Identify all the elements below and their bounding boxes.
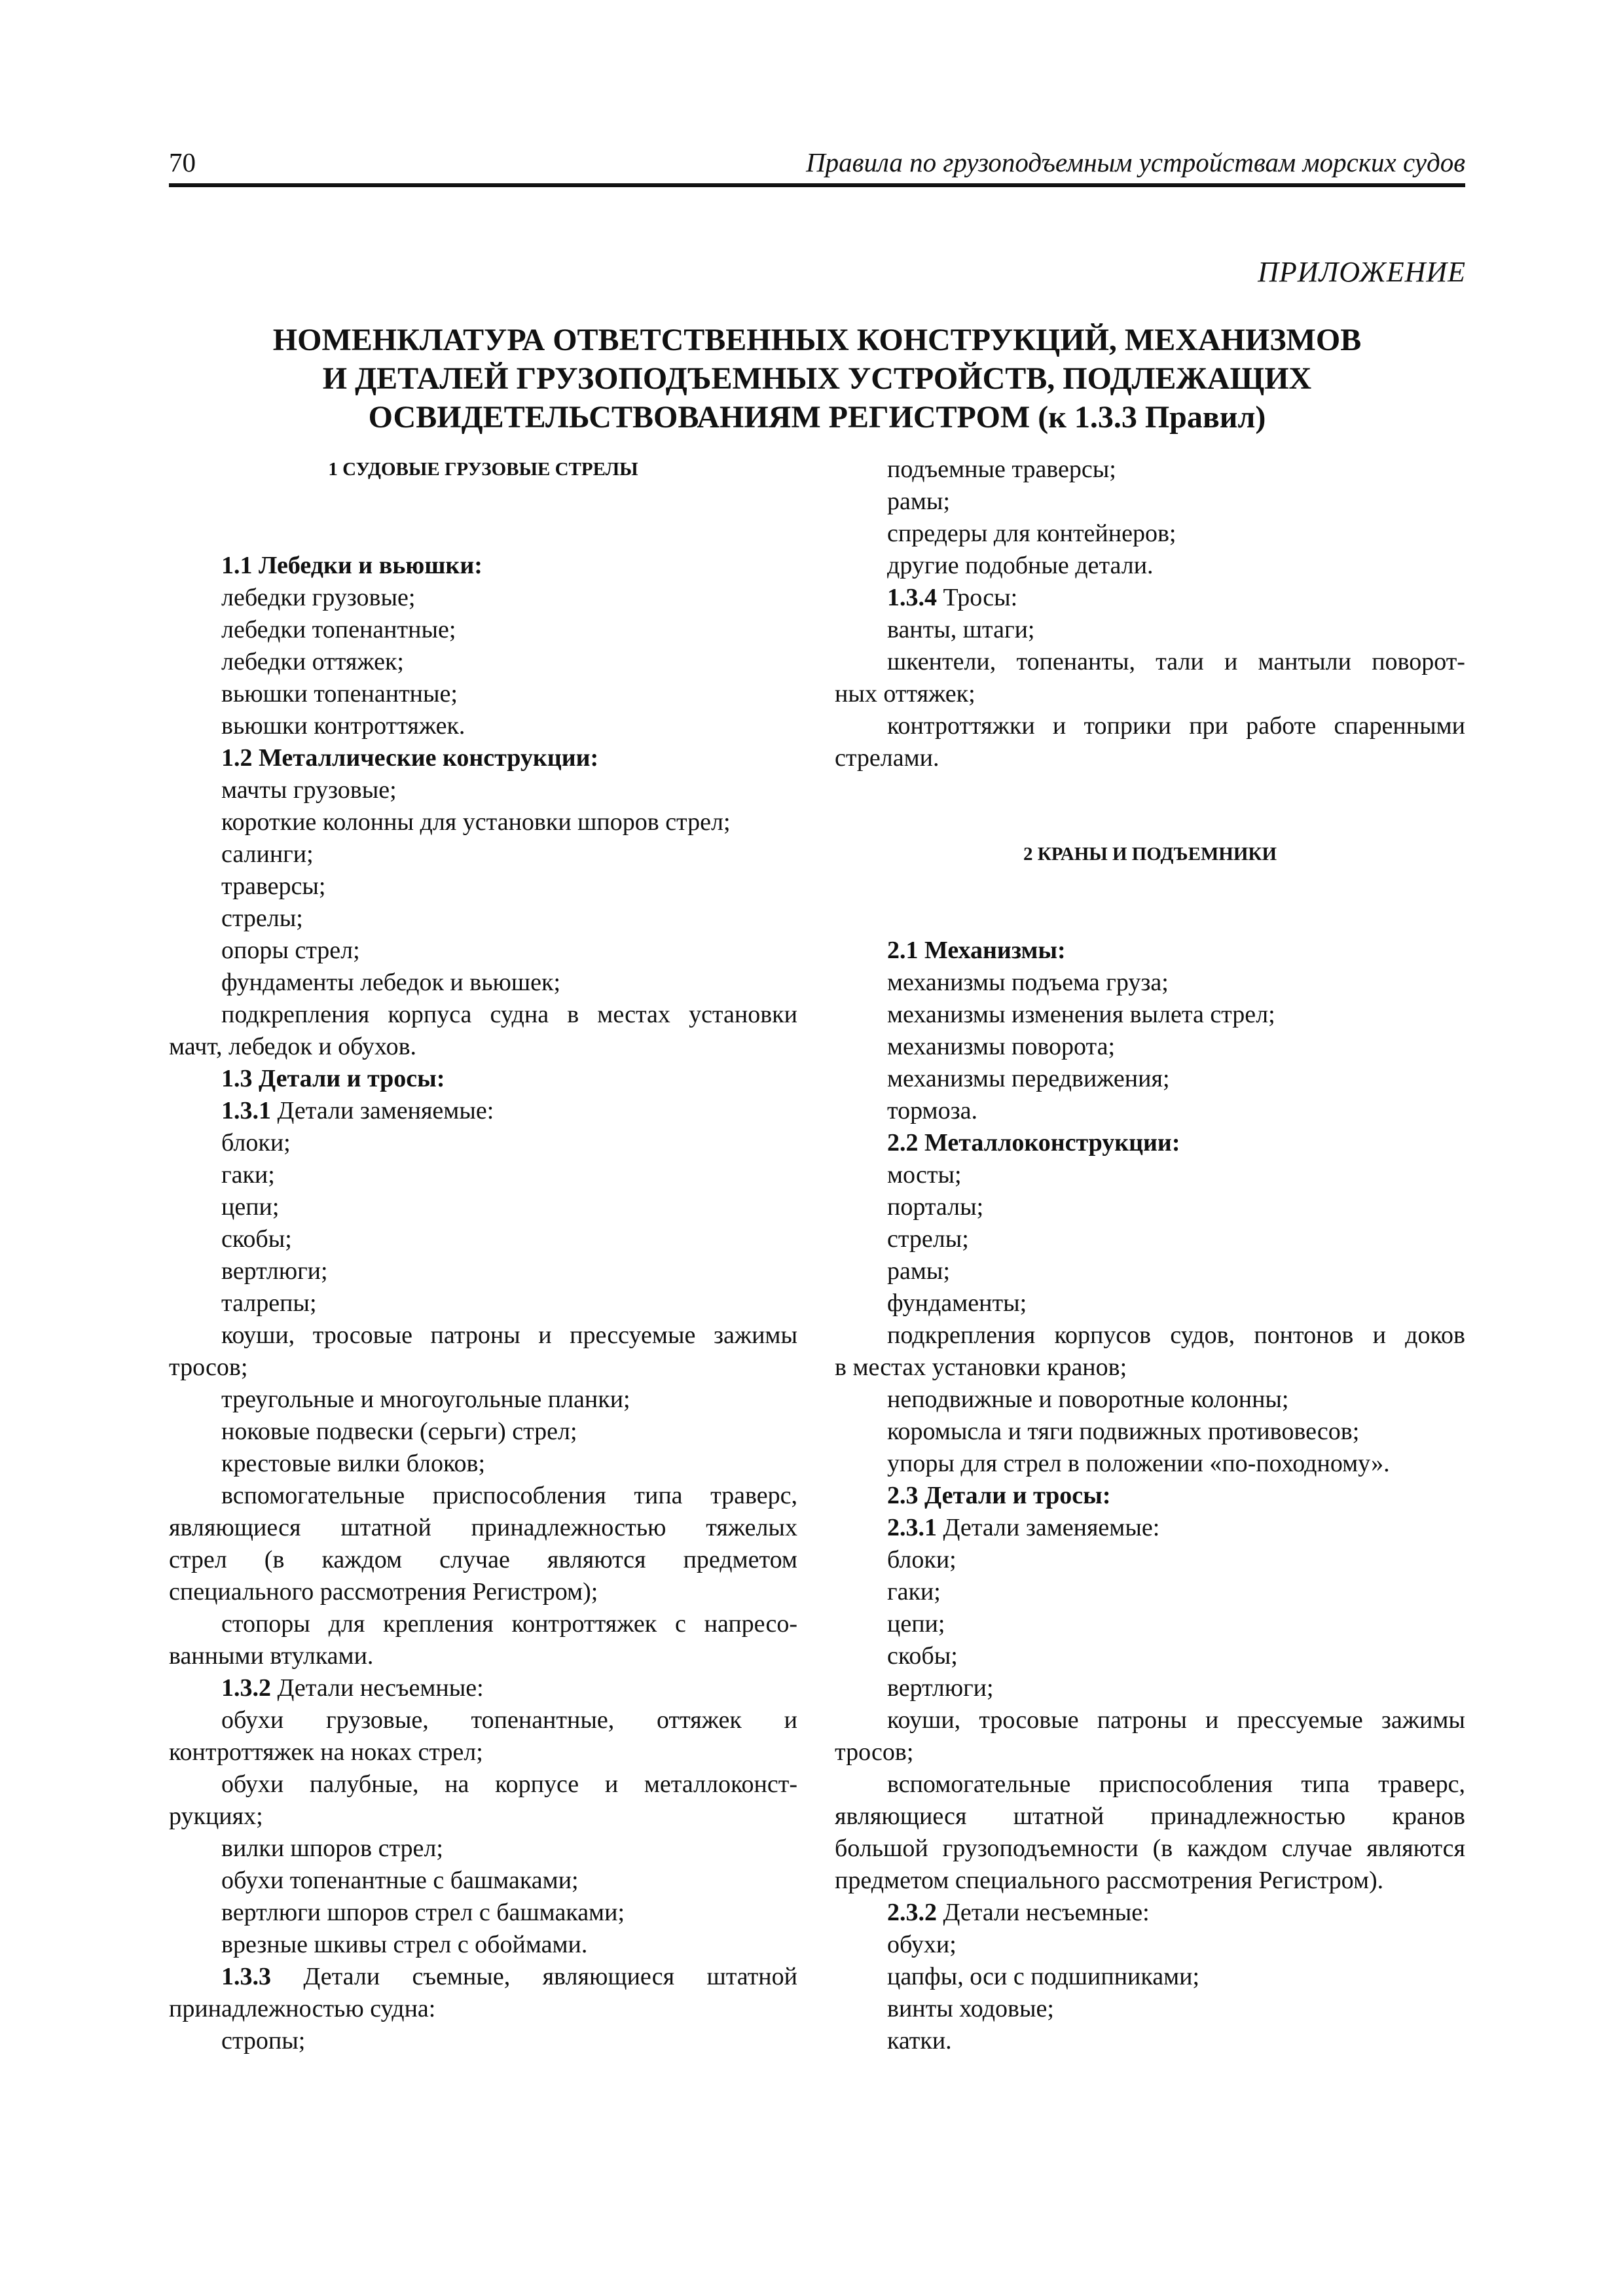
list-item: вертлюги шпоров стрел с башмаками; [221,1899,625,1926]
section-heading: 1 СУДОВЫЕ ГРУЗОВЫЕ СТРЕЛЫ [328,459,638,480]
continuation-line: ных оттяжек; [835,680,976,708]
list-item: врезные шкивы стрел с обоймами. [221,1931,588,1958]
list-item: стрелы; [887,1225,969,1253]
justified-line: коуши, тросовые патроны и прессуемые зажимы [887,1706,1465,1734]
list-item: короткие колонны для установки шпоров стрел; [221,808,731,836]
subsection-heading [169,1095,797,1127]
list-item: цепи; [887,1610,945,1638]
subsection-title: Детали и тросы: [259,1065,445,1092]
list-item: обухи; [887,1931,957,1958]
justified-line: обухи грузовые, топенантные, оттяжек и [221,1706,797,1734]
appendix-label: ПРИЛОЖЕНИЕ [1258,256,1466,288]
justified-line: стопоры для крепления контроттяжек с напресо- [221,1610,797,1638]
list-item: неподвижные и поворотные колонны; [887,1386,1289,1413]
list-item: салинги; [221,840,314,868]
continuation-line: принадлежностью судна: [169,1995,436,2022]
continuation-line: в местах установки кранов; [835,1354,1127,1381]
subsection-heading [835,1127,1465,1159]
continuation-line: контроттяжек на ноках стрел; [169,1738,483,1766]
subsection-number: 2.2 [887,1129,919,1157]
subsection-heading [835,1512,1465,1544]
list-item: треугольные и многоугольные планки; [221,1386,630,1413]
list-item: механизмы изменения вылета стрел; [887,1001,1275,1028]
list-item: винты ходовые; [887,1995,1054,2022]
justified-line: подкрепления корпусов судов, понтонов и доков [887,1321,1465,1349]
document-title [169,321,1465,437]
list-item: вертлюги; [221,1257,328,1285]
justified-line: являющиеся штатной принадлежностью тяжелых [169,1514,797,1541]
list-item: лебедки оттяжек; [221,648,404,675]
list-item: блоки; [887,1546,957,1573]
justified-line: 1.3.3 Детали съемные, являющиеся штатной [169,1961,797,1993]
subsection-number: 1.3.4 [887,584,937,611]
justified-line: большой грузоподъемности (в каждом случае являются [835,1835,1465,1862]
list-item: лебедки грузовые; [221,584,416,611]
subsection-number: 1.3.3 [221,1963,271,1990]
justified-line: обухи палубные, на корпусе и металлоконст- [221,1770,797,1798]
list-item: обухи топенантные с башмаками; [221,1867,579,1894]
continuation-line: рукциях; [169,1803,263,1830]
subsection-title: Тросы: [943,584,1018,611]
subsection-heading [835,1480,1465,1512]
list-item: порталы; [887,1193,984,1221]
list-item: ноковые подвески (серьги) стрел; [221,1418,577,1445]
subsection-title: Металлические конструкции: [259,744,599,772]
list-item: мосты; [887,1161,962,1189]
subsection-title: Детали несъемные: [943,1899,1150,1926]
list-item: скобы; [887,1642,958,1670]
list-item: механизмы передвижения; [887,1065,1170,1092]
list-item: траверсы; [221,872,326,900]
list-item: цапфы, оси с подшипниками; [887,1963,1200,1990]
list-item: вертлюги; [887,1674,994,1702]
page-number: 70 [169,147,196,177]
list-item: скобы; [221,1225,292,1253]
subsection-title: Механизмы: [924,937,1066,964]
list-item: фундаменты; [887,1289,1027,1317]
list-item: крестовые вилки блоков; [221,1450,486,1477]
justified-line: коуши, тросовые патроны и прессуемые зажимы [221,1321,797,1349]
continuation-line: ванными втулками. [169,1642,374,1670]
running-title: Правила по грузоподъемным устройствам морских судов [806,147,1465,177]
list-item: опоры стрел; [221,937,360,964]
list-item: рамы; [887,488,951,515]
list-item: вьюшки контроттяжек. [221,712,465,740]
list-item: стрелы; [221,905,303,932]
subsection-heading [169,1063,797,1095]
subsection-title: Детали несъемные: [277,1674,484,1702]
section-heading: 2 КРАНЫ И ПОДЪЕМНИКИ [1023,844,1277,865]
list-item: механизмы поворота; [887,1033,1116,1060]
justified-line: шкентели, топенанты, тали и мантыли поворот- [887,648,1465,675]
subsection-number: 1.3 [221,1065,253,1092]
justified-line: подкрепления корпуса судна в местах установки [221,1001,797,1028]
continuation-line: мачт, лебедок и обухов. [169,1033,417,1060]
list-item: ванты, штаги; [887,616,1035,643]
running-header [169,143,1465,187]
list-item: фундаменты лебедок и вьюшек; [221,969,561,996]
justified-line: контроттяжки и топрики при работе спаренными [887,712,1465,740]
justified-line: являющиеся штатной принадлежностью кранов [835,1803,1465,1830]
list-item: вьюшки топенантные; [221,680,458,708]
subsection-number: 1.2 [221,744,253,772]
list-item: подъемные траверсы; [887,456,1116,483]
subsection-heading [169,1672,797,1704]
list-item: механизмы подъема груза; [887,969,1169,996]
subsection-heading [835,1897,1465,1929]
list-item: цепи; [221,1193,280,1221]
subsection-title: Детали заменяемые: [943,1514,1160,1541]
subsection-title: Детали заменяемые: [277,1097,494,1124]
subsection-heading [835,582,1465,614]
list-item: гаки; [221,1161,275,1189]
list-item: рамы; [887,1257,951,1285]
list-item: тормоза. [887,1097,977,1124]
subsection-number: 1.1 [221,552,253,579]
list-item: катки. [887,2027,952,2054]
title-line: НОМЕНКЛАТУРА ОТВЕТСТВЕННЫХ КОНСТРУКЦИЙ, МЕХАНИЗМОВ [272,323,1362,357]
list-item: лебедки топенантные; [221,616,456,643]
subsection-number: 1.3.1 [221,1097,271,1124]
right-column [835,454,1465,2057]
list-item: блоки; [221,1129,291,1157]
list-item: спредеры для контейнеров; [887,520,1176,547]
subsection-number: 2.3.1 [887,1514,937,1541]
justified-line: вспомогательные приспособления типа траверс, [221,1482,797,1509]
subsection-number: 2.3 [887,1482,919,1509]
subsection-heading [835,935,1465,967]
list-item: талрепы; [221,1289,317,1317]
continuation-line: тросов; [835,1738,914,1766]
list-item: упоры для стрел в положении «по-походному». [887,1450,1390,1477]
subsection-number: 2.1 [887,937,919,964]
list-item: коромысла и тяги подвижных противовесов; [887,1418,1360,1445]
title-line: ОСВИДЕТЕЛЬСТВОВАНИЯМ РЕГИСТРОМ (к 1.3.3 Правил) [368,400,1266,435]
continuation-line: предметом специального рассмотрения Регистром). [835,1867,1384,1894]
title-line: И ДЕТАЛЕЙ ГРУЗОПОДЪЕМНЫХ УСТРОЙСТВ, ПОДЛЕЖАЩИХ [322,361,1312,396]
list-item: вилки шпоров стрел; [221,1835,443,1862]
subsection-heading [169,550,797,582]
subsection-title: Детали и тросы: [924,1482,1111,1509]
left-column [169,454,797,2057]
list-item: гаки; [887,1578,941,1605]
subsection-number: 2.3.2 [887,1899,937,1926]
list-item: другие подобные детали. [887,552,1154,579]
justified-line: вспомогательные приспособления типа траверс, [887,1770,1465,1798]
list-item: мачты грузовые; [221,776,397,804]
subsection-heading [169,742,797,774]
justified-line: стрел (в каждом случае являются предметом [169,1546,797,1573]
list-item: стропы; [221,2027,306,2054]
subsection-title: Лебедки и вьюшки: [259,552,483,579]
continuation-line: стрелами. [835,744,939,772]
subsection-number: 1.3.2 [221,1674,271,1702]
continuation-line: тросов; [169,1354,248,1381]
subsection-title: Металлоконструкции: [924,1129,1180,1157]
continuation-line: специального рассмотрения Регистром); [169,1578,598,1605]
